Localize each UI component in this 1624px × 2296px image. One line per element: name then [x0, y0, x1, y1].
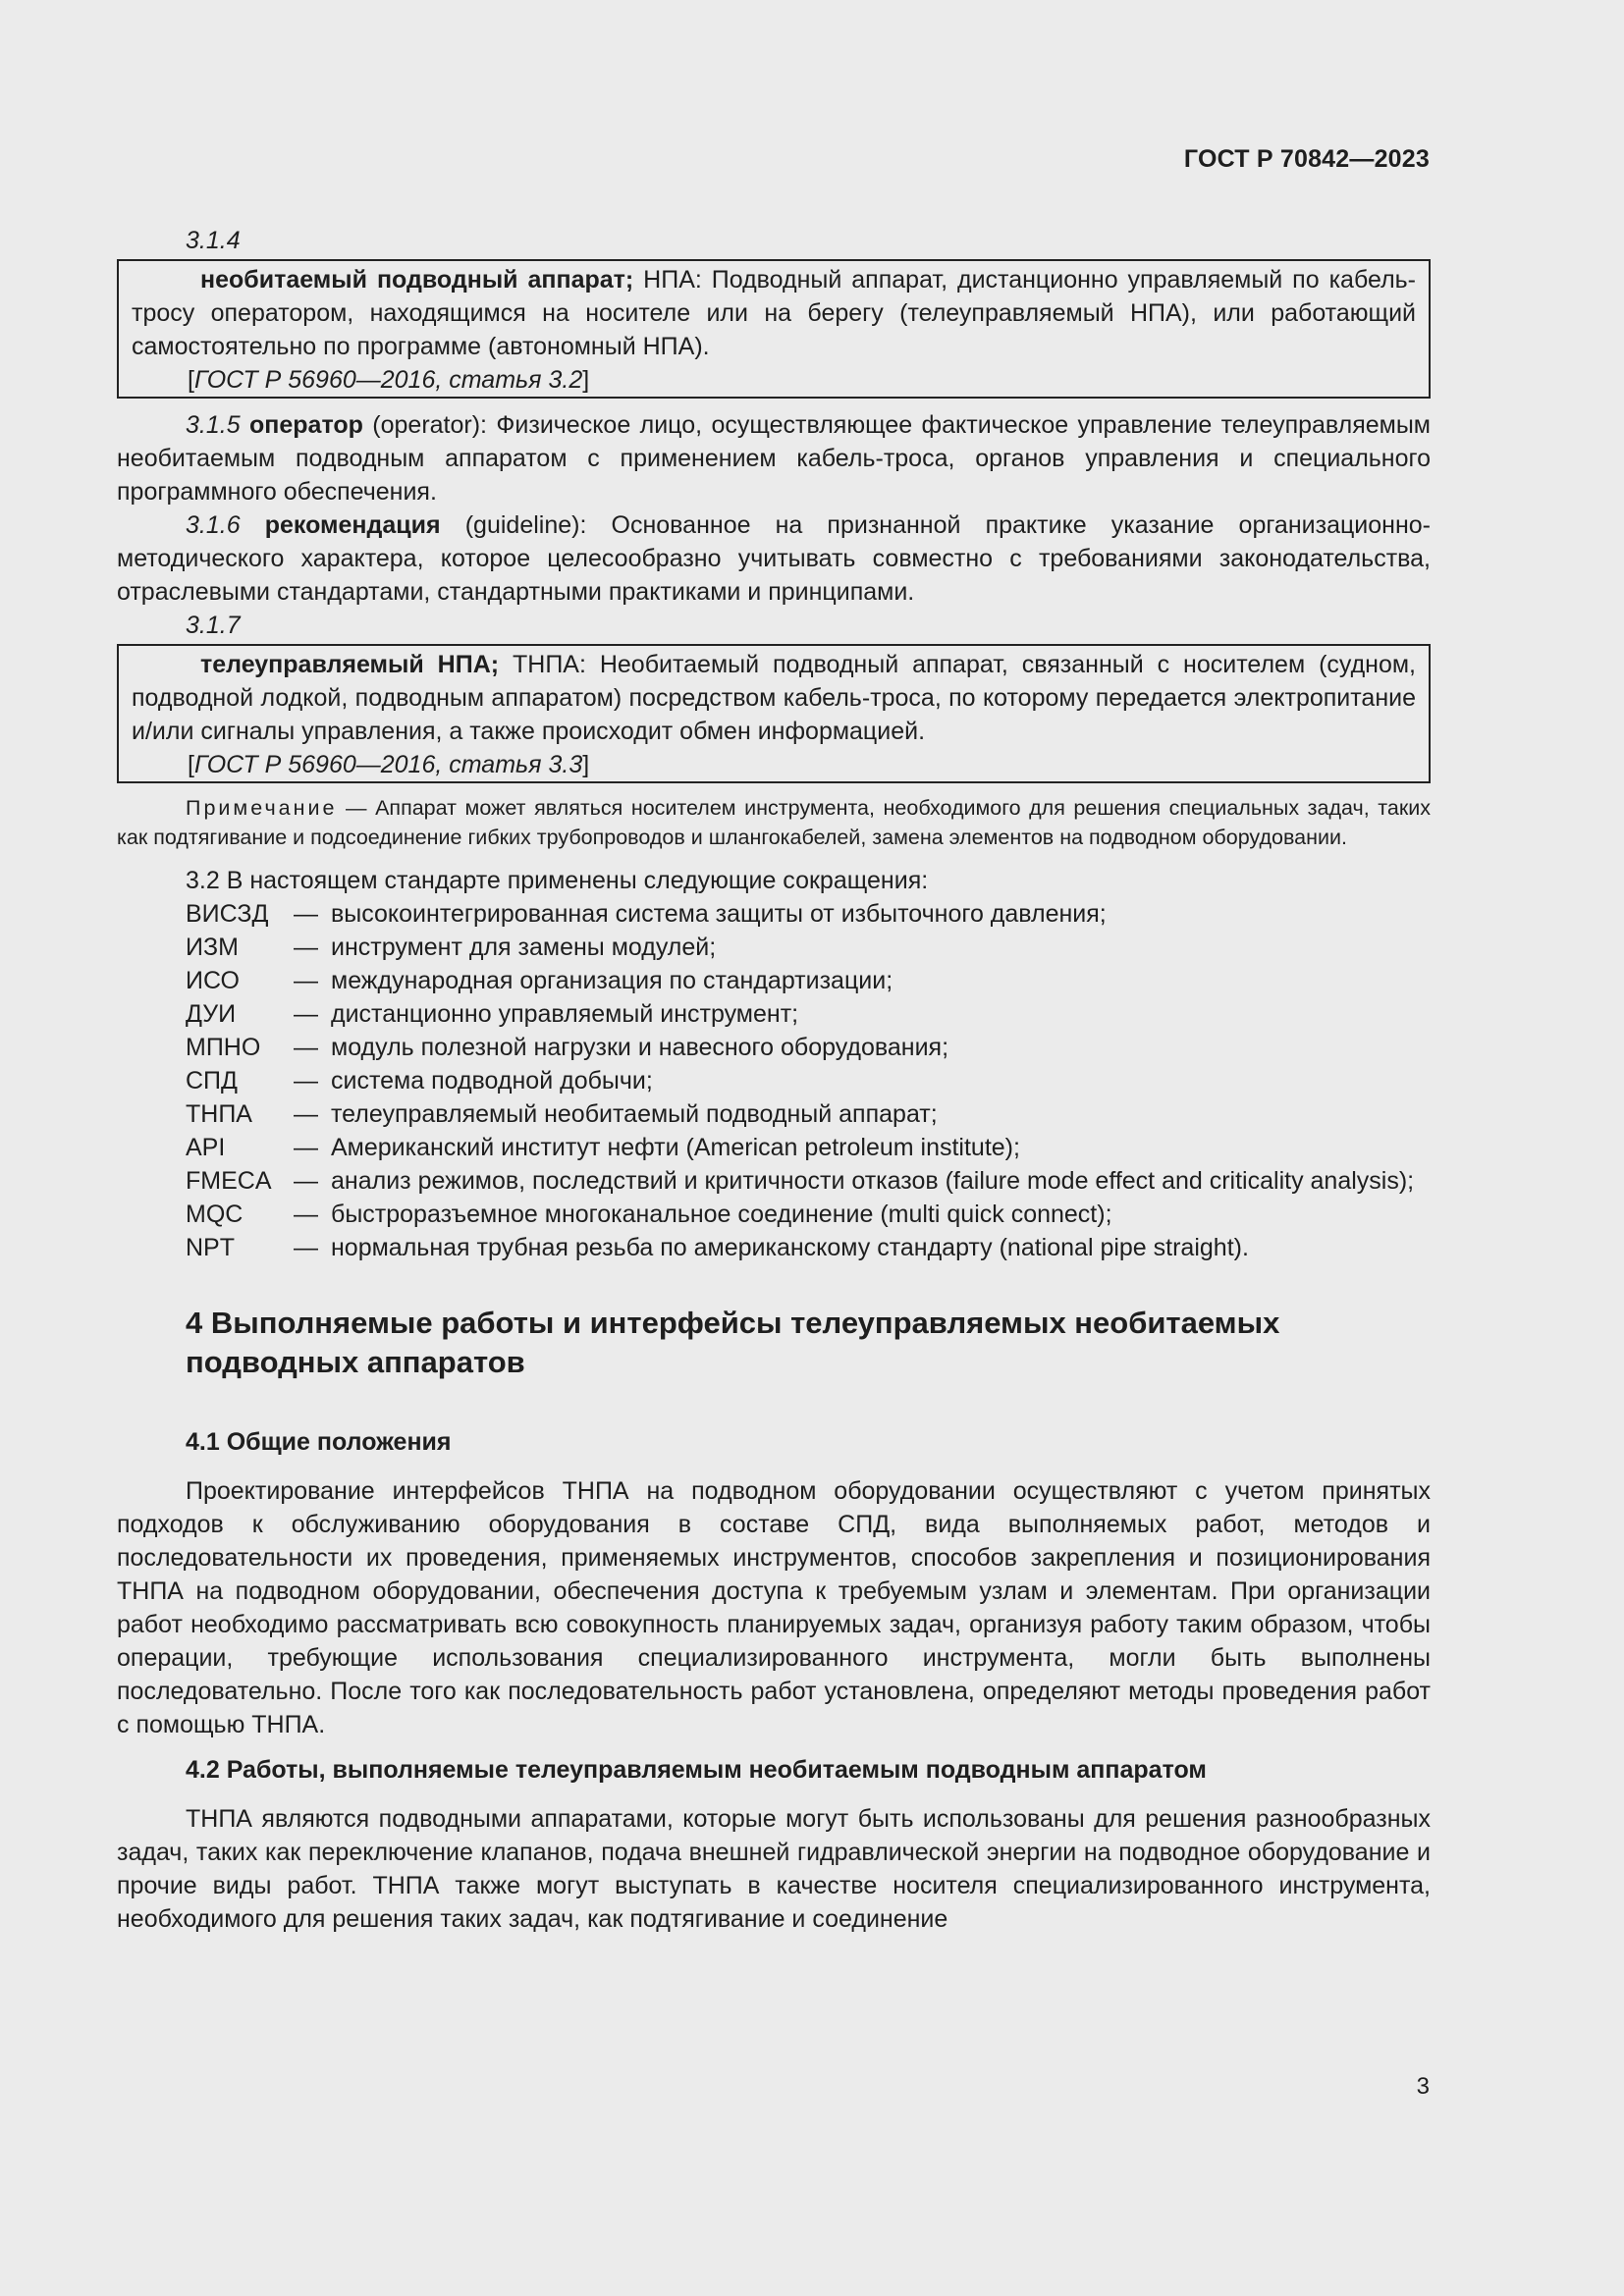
- document-code-header: ГОСТ Р 70842—2023: [1183, 145, 1430, 173]
- abbreviation-key: ИЗМ: [186, 934, 239, 961]
- abbreviation-row: [117, 964, 1431, 997]
- body-paragraph: ТНПА являются подводными аппаратами, которые могут быть использованы для решения разнообразных задач, таких как переключение клапанов, подача внешней гидравлической энергии на подводное оборудование и прочие виды работ. ТНПА также могут выступать в качестве носителя специализированного инструмента, необходимого для решения таких задач, как подтягивание и соединение: [117, 1805, 1431, 1933]
- note-label: Примечание: [186, 796, 338, 820]
- abbreviation-key: МПНО: [186, 1034, 261, 1061]
- term-definition-box: [117, 644, 1431, 783]
- term-paragraph: [117, 408, 1431, 508]
- page-content: [117, 224, 1431, 1936]
- abbreviation-dash: —: [294, 1134, 318, 1161]
- abbreviation-value: инструмент для замены модулей;: [331, 934, 717, 961]
- abbreviation-row: [117, 1031, 1431, 1064]
- abbreviation-row: [117, 931, 1431, 964]
- term-name: телеуправляемый НПА;: [200, 651, 500, 678]
- source-reference: ГОСТ Р 56960—2016, статья 3.2: [193, 366, 583, 394]
- abbreviation-dash: —: [294, 934, 318, 961]
- abbreviation-dash: —: [294, 900, 318, 928]
- abbreviation-key: ДУИ: [186, 1000, 237, 1028]
- abbreviation-row: [117, 1064, 1431, 1097]
- abbreviation-row: [117, 897, 1431, 931]
- abbreviation-value: нормальная трубная резьба по американскому стандарту (national pipe straight).: [331, 1234, 1249, 1261]
- abbreviation-dash: —: [294, 1034, 318, 1061]
- body-paragraph: Проектирование интерфейсов ТНПА на подводном оборудовании осуществляют с учетом принятых подходов к обслуживанию оборудования в составе СПД, вида выполняемых работ, методов и последовательности их проведения, применяемых инструментов, способов закрепления и позиционирования ТНПА на подводном оборудовании, обеспечения доступа к требуемым узлам и элементам. При организации работ необходимо рассматривать всю совокупность планируемых задач, организуя работу таким образом, чтобы операции, требующие использования специализированного инструмента, могли быть выполнены последовательно. После того как последовательность работ установлена, определяют методы проведения работ с помощью ТНПА.: [117, 1477, 1431, 1738]
- abbreviation-row: [117, 1097, 1431, 1131]
- term-name: оператор: [249, 411, 363, 439]
- abbreviation-value: дистанционно управляемый инструмент;: [331, 1000, 799, 1028]
- abbreviation-row: [117, 1164, 1431, 1198]
- term-number: 3.1.5: [186, 411, 241, 439]
- abbreviation-dash: —: [294, 1100, 318, 1128]
- abbreviation-value: международная организация по стандартизации;: [331, 967, 893, 994]
- term-definition: ТНПА: Необитаемый подводный аппарат, связанный с носителем (судном, подводной лодкой, подводным аппаратом) посредством кабель-троса, по которому передается электропитание и/или сигналы управления, а также происходит обмен информацией.: [132, 651, 1416, 745]
- abbreviation-key: API: [186, 1134, 226, 1161]
- abbreviation-key: СПД: [186, 1067, 238, 1095]
- abbreviation-dash: —: [294, 1234, 318, 1261]
- term-name: рекомендация: [264, 511, 441, 539]
- abbreviation-value: анализ режимов, последствий и критичности отказов (failure mode effect and criticality analysis);: [331, 1167, 1415, 1195]
- abbreviation-key: FMECA: [186, 1167, 272, 1195]
- abbreviation-row: [117, 1131, 1431, 1164]
- abbreviation-key: ТНПА: [186, 1100, 252, 1128]
- abbreviation-value: быстроразъемное многоканальное соединение (multi quick connect);: [331, 1201, 1112, 1228]
- abbreviation-value: телеуправляемый необитаемый подводный аппарат;: [331, 1100, 938, 1128]
- note-paragraph: [117, 793, 1431, 852]
- term-definition: (operator): Физическое лицо, осуществляющее фактическое управление телеуправляемым необитаемым подводным аппаратом с применением кабель-троса, органов управления и специального программного обеспечения.: [117, 411, 1431, 506]
- source-reference: ГОСТ Р 56960—2016, статья 3.3: [193, 751, 583, 778]
- abbreviations-intro: 3.2 В настоящем стандарте применены следующие сокращения:: [186, 867, 929, 894]
- abbreviation-key: ВИСЗД: [186, 900, 269, 928]
- page-number: 3: [1416, 2073, 1430, 2100]
- abbreviation-dash: —: [294, 1201, 318, 1228]
- abbreviations-list: [117, 897, 1431, 1264]
- abbreviation-key: MQC: [186, 1201, 244, 1228]
- abbreviation-key: ИСО: [186, 967, 240, 994]
- term-definition: НПА: Подводный аппарат, дистанционно управляемый по кабель-тросу оператором, находящимся на носителе или на берегу (телеуправляемый НПА), или работающий самостоятельно по программе (автономный НПА).: [132, 266, 1417, 360]
- abbreviation-row: [117, 1231, 1431, 1264]
- term-definition: (guideline): Основанное на признанной практике указание организационно-методического характера, которое целесообразно учитывать совместно с требованиями законодательства, отраслевыми стандартами, стандартными практиками и принципами.: [117, 511, 1431, 606]
- term-name: необитаемый подводный аппарат;: [200, 266, 634, 294]
- term-number: 3.1.7: [186, 612, 241, 639]
- abbreviation-value: Американский институт нефти (American petroleum institute);: [331, 1134, 1020, 1161]
- abbreviation-value: модуль полезной нагрузки и навесного оборудования;: [331, 1034, 949, 1061]
- abbreviation-dash: —: [294, 1167, 318, 1195]
- subsection-heading: 4.2 Работы, выполняемые телеуправляемым необитаемым подводным аппаратом: [186, 1756, 1207, 1784]
- term-source: [ГОСТ Р 56960—2016, статья 3.2]: [188, 366, 590, 394]
- section-heading: 4 Выполняемые работы и интерфейсы телеуправляемых необитаемых подводных аппаратов: [186, 1306, 1280, 1379]
- term-paragraph: [117, 508, 1431, 609]
- abbreviation-dash: —: [294, 967, 318, 994]
- term-number: 3.1.6: [186, 511, 241, 539]
- term-definition-box: [117, 259, 1431, 399]
- abbreviation-dash: —: [294, 1067, 318, 1095]
- abbreviation-row: [117, 997, 1431, 1031]
- abbreviation-key: NPT: [186, 1234, 235, 1261]
- abbreviation-dash: —: [294, 1000, 318, 1028]
- abbreviation-value: система подводной добычи;: [331, 1067, 653, 1095]
- term-source: [ГОСТ Р 56960—2016, статья 3.3]: [188, 751, 590, 778]
- abbreviation-row: [117, 1198, 1431, 1231]
- abbreviation-value: высокоинтегрированная система защиты от избыточного давления;: [331, 900, 1107, 928]
- note-text: — Аппарат может являться носителем инструмента, необходимого для решения специальных задач, таких как подтягивание и подсоединение гибких трубопроводов и шлангокабелей, замена элементов на подводном оборудовании.: [117, 796, 1431, 849]
- term-number: 3.1.4: [186, 227, 241, 254]
- subsection-heading: 4.1 Общие положения: [186, 1428, 452, 1456]
